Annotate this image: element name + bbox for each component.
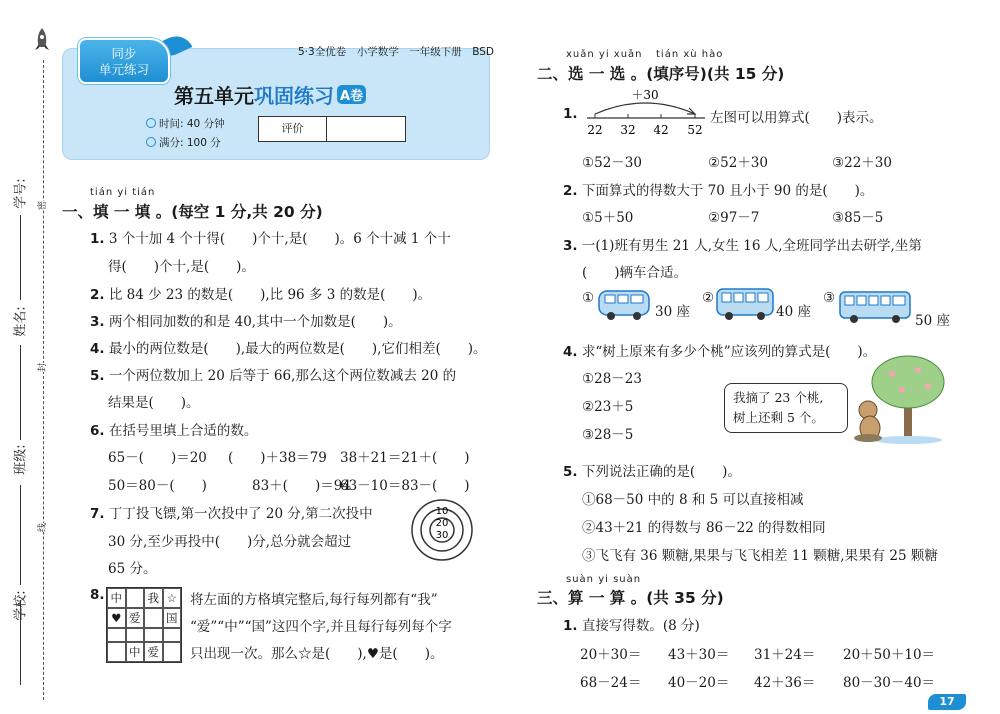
q1-3: 3. 两个相同加数的和是 40,其中一个加数是( )。: [90, 314, 402, 330]
cut-line: [43, 60, 44, 700]
monkey-tree-illustration: [848, 352, 946, 444]
page-number: 17: [928, 694, 966, 710]
bus-icon-medium: [715, 285, 775, 323]
q2-5: 5. 下列说法正确的是( )。: [563, 464, 741, 480]
name-label: 姓名:: [13, 306, 29, 337]
cut-mark-seal: 密: [34, 201, 49, 210]
clock-icon: [146, 118, 156, 128]
svg-text:10: 10: [435, 506, 449, 517]
bus-icon-small: [597, 287, 653, 323]
page-title: 第五单元巩固练习 A卷: [174, 80, 366, 109]
section-3-title: 三、算 一 算 。(共 35 分): [537, 589, 724, 607]
speech-bubble: 我摘了 23 个桃, 树上还剩 5 个。: [724, 383, 848, 433]
svg-text:30: 30: [435, 530, 449, 541]
time-info: 时间: 40 分钟: [146, 116, 225, 131]
class-label: 班级:: [13, 444, 29, 475]
q3-1: 1. 直接写得数。(8 分): [563, 618, 700, 634]
section-2-title: 二、选 一 选 。(填序号)(共 15 分): [537, 65, 785, 83]
q2-2: 2. 下面算式的得数大于 70 且小于 90 的是( )。: [563, 183, 874, 199]
q1-2: 2. 比 84 少 23 的数是( ),比 96 多 3 的数是( )。: [90, 287, 432, 303]
q1-5: 5. 一个两位数加上 20 后等于 66,那么这个两位数减去 20 的: [90, 368, 457, 384]
school-label: 学校:: [13, 590, 29, 621]
score-info: 满分: 100 分: [146, 135, 221, 150]
svg-text:32: 32: [620, 123, 636, 137]
q1-6: 6. 在括号里填上合适的数。: [90, 423, 258, 439]
cut-mark-close: 封: [34, 363, 49, 372]
q2-4: 4. 求“树上原来有多少个桃”应该列的算式是( )。: [563, 344, 877, 360]
school-line[interactable]: [20, 600, 21, 685]
svg-text:42: 42: [653, 123, 669, 137]
student-id-label: 学号:: [13, 178, 29, 209]
class-line[interactable]: [20, 485, 21, 585]
bus-icon-large: [838, 288, 914, 328]
name-line[interactable]: [20, 345, 21, 440]
cut-mark-line: 线: [34, 523, 49, 532]
q1-1: 1. 3 个十加 4 个十得( )个十,是( )。6 个十减 1 个十: [90, 231, 451, 247]
series-info: 5·3全优卷 小学数学 一年级下册 BSD: [298, 46, 494, 58]
q1-4: 4. 最小的两位数是( ),最大的两位数是( ),它们相差( )。: [90, 341, 487, 357]
number-line: [583, 86, 708, 138]
a-paper-tag: A卷: [337, 85, 366, 104]
svg-text:20: 20: [435, 518, 449, 529]
character-grid: 中 我 ☆ ♥ 爱 国 中 爱: [106, 587, 182, 663]
student-id-line[interactable]: [20, 215, 21, 300]
svg-text:22: 22: [587, 123, 603, 137]
svg-text:52: 52: [687, 123, 703, 137]
check-icon: [146, 137, 156, 147]
evaluation-box: 评价: [258, 116, 406, 142]
q2-3: 3. 一(1)班有男生 21 人,女生 16 人,全班同学出去研学,坐第: [563, 238, 922, 254]
dartboard: [410, 498, 474, 562]
section-1-title: 一、填 一 填 。(每空 1 分,共 20 分): [62, 203, 323, 221]
q1-8-number: 8.: [90, 587, 105, 603]
evaluation-field[interactable]: [327, 117, 405, 141]
svg-text:＋30: ＋30: [631, 88, 659, 102]
rocket-icon: [34, 28, 50, 54]
sync-badge: 同步 单元练习: [78, 38, 170, 84]
q1-7: 7. 丁丁投飞镖,第一次投中了 20 分,第二次投中: [90, 506, 373, 522]
